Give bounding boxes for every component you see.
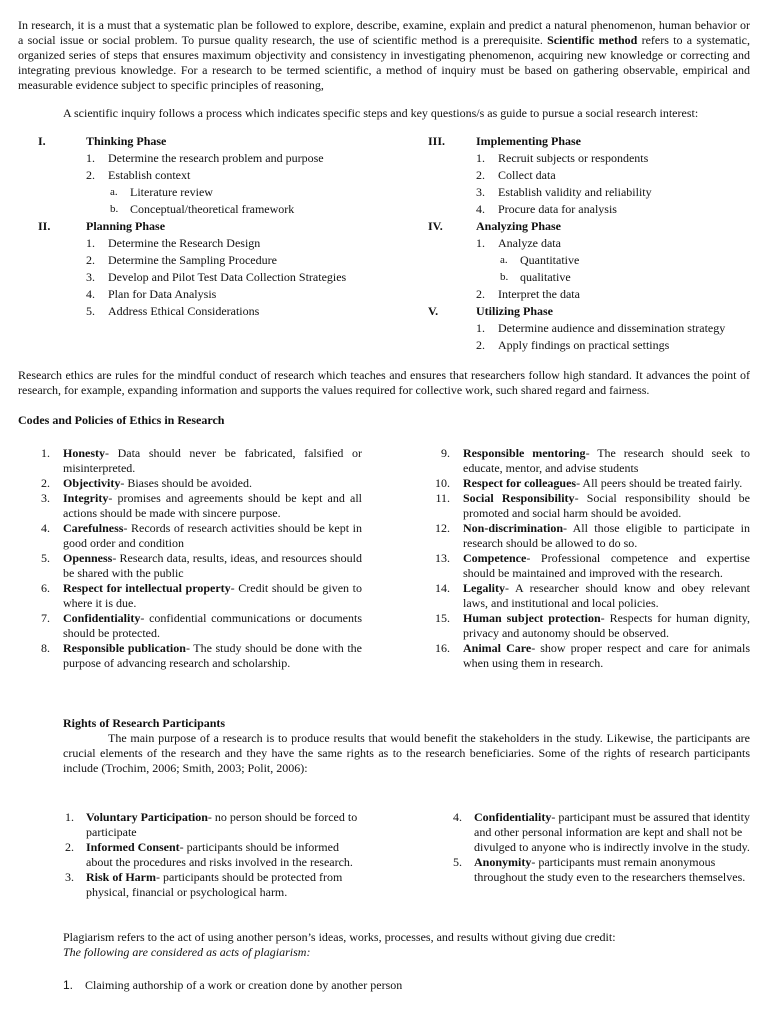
step-text: Collect data bbox=[498, 168, 556, 182]
code-item bbox=[418, 521, 750, 551]
rights-column-left bbox=[58, 810, 360, 900]
document-page bbox=[18, 18, 750, 993]
intro-text-continued: refers to a systematic, organized series of steps that ensures maximum objectivity and consistency in investigating phenomenon, acquiring new knowledge or correcting and integrating previous knowledge. For a research to be termed scientific, a method of inquiry must be based on gathering observable, empirical and measurable evidence subject to specific principles of reasoning, bbox=[18, 33, 751, 92]
step-number: 2. bbox=[86, 168, 95, 182]
step-text: Determine the Sampling Procedure bbox=[108, 253, 277, 267]
code-item bbox=[18, 491, 362, 521]
plagiarism-list bbox=[18, 978, 750, 993]
step-number: 2. bbox=[476, 287, 485, 301]
phase-step bbox=[86, 287, 418, 304]
rights-heading: Rights of Research Participants bbox=[63, 716, 226, 730]
right-number: 1. bbox=[65, 810, 74, 824]
code-item bbox=[18, 446, 362, 476]
code-item bbox=[18, 641, 362, 671]
rights-paragraph: The main purpose of a research is to produce results that would benefit the stakeholders in the study. Likewise, the participants are crucial elements of the research and they have the same rights as to the research beneficiaries. Some of the rights of research participants include (Trochim, 2006; Smith, 2003; Polit, 2006): bbox=[63, 731, 750, 775]
right-number: 4. bbox=[453, 810, 462, 824]
code-description: - A researcher should know and obey relevant laws, and institutional and local policies. bbox=[463, 581, 750, 610]
code-item bbox=[18, 581, 362, 611]
intro-paragraph bbox=[18, 18, 750, 93]
code-term: Respect for colleagues bbox=[463, 476, 577, 490]
code-number: 9. bbox=[441, 446, 450, 460]
plagiarism-number: 1. bbox=[63, 978, 74, 992]
code-item bbox=[418, 446, 750, 476]
plagiarism-text: Claiming authorship of a work or creation done by another person bbox=[85, 978, 403, 992]
right-number: 5. bbox=[453, 855, 462, 869]
code-term: Integrity bbox=[63, 491, 109, 505]
phase-numeral: I. bbox=[38, 134, 46, 148]
code-term: Non-discrimination bbox=[463, 521, 564, 535]
phase-numeral: V. bbox=[428, 304, 439, 318]
code-number: 3. bbox=[41, 491, 50, 505]
step-text: Plan for Data Analysis bbox=[108, 287, 217, 301]
code-description: - Biases should be avoided. bbox=[120, 476, 252, 490]
code-number: 5. bbox=[41, 551, 50, 565]
code-term: Confidentiality bbox=[63, 611, 141, 625]
code-term: Legality bbox=[463, 581, 505, 595]
code-term: Responsible publication bbox=[63, 641, 186, 655]
code-description: - show proper respect and care for animals when using them in research. bbox=[463, 641, 750, 670]
phase-step bbox=[476, 236, 748, 253]
code-description: - All those eligible to participate in research should be allowed to do so. bbox=[463, 521, 750, 550]
phase-step bbox=[476, 202, 748, 219]
phases-outline bbox=[18, 134, 750, 354]
right-description: - participants should be informed about the procedures and risks involved in the research. bbox=[86, 840, 353, 869]
code-item bbox=[18, 521, 362, 551]
step-number: 1. bbox=[476, 151, 485, 165]
phase-numeral: IV. bbox=[428, 219, 443, 233]
phase-title: Analyzing Phase bbox=[476, 219, 562, 233]
code-description: - Research data, results, ideas, and resources should be shared with the public bbox=[63, 551, 362, 580]
code-number: 6. bbox=[41, 581, 50, 595]
substep-letter: b. bbox=[110, 203, 119, 215]
step-text: Analyze data bbox=[498, 236, 561, 250]
phase-step bbox=[86, 236, 418, 253]
code-description: - Records of research activities should be kept in good order and condition bbox=[63, 521, 362, 550]
code-number: 4. bbox=[41, 521, 50, 535]
code-term: Animal Care bbox=[463, 641, 532, 655]
code-term: Openness bbox=[63, 551, 113, 565]
code-number: 2. bbox=[41, 476, 50, 490]
code-number: 15. bbox=[435, 611, 450, 625]
code-description: - Data should never be fabricated, falsified or misinterpreted. bbox=[63, 446, 362, 475]
step-text: Determine the Research Design bbox=[108, 236, 261, 250]
phase-step bbox=[476, 287, 748, 304]
right-item bbox=[446, 855, 750, 885]
code-item bbox=[418, 476, 750, 491]
codes-column-left bbox=[18, 446, 362, 671]
step-text: Interpret the data bbox=[498, 287, 580, 301]
step-number: 1. bbox=[476, 236, 485, 250]
phase-substep bbox=[476, 253, 748, 270]
code-term: Objectivity bbox=[63, 476, 121, 490]
phase-block bbox=[38, 134, 418, 219]
plagiarism-subheading: The following are considered as acts of plagiarism: bbox=[63, 945, 311, 959]
substep-text: Literature review bbox=[130, 185, 213, 199]
step-number: 4. bbox=[86, 287, 95, 301]
plagiarism-item bbox=[63, 978, 750, 993]
code-description: - Social responsibility should be promoted and social harm should be avoided. bbox=[463, 491, 751, 520]
right-description: - participants should be protected from physical, financial or psychological harm. bbox=[86, 870, 343, 899]
phase-block bbox=[428, 219, 748, 304]
code-item bbox=[418, 491, 750, 521]
code-term: Social Responsibility bbox=[463, 491, 575, 505]
code-number: 7. bbox=[41, 611, 50, 625]
right-term: Confidentiality bbox=[474, 810, 552, 824]
lead-paragraph: A scientific inquiry follows a process which indicates specific steps and key questions/s as guide to pursue a social research interest: bbox=[63, 106, 699, 120]
step-text: Address Ethical Considerations bbox=[108, 304, 260, 318]
rights-column-right bbox=[446, 810, 750, 885]
step-number: 5. bbox=[86, 304, 95, 318]
code-number: 11. bbox=[435, 491, 450, 505]
substep-letter: b. bbox=[500, 271, 509, 283]
step-number: 1. bbox=[86, 151, 95, 165]
right-term: Anonymity bbox=[474, 855, 532, 869]
step-text: Recruit subjects or respondents bbox=[498, 151, 649, 165]
phase-step bbox=[476, 338, 748, 355]
codes-column-right bbox=[418, 446, 750, 671]
code-description: - The study should be done with the purpose of advancing research and scholarship. bbox=[63, 641, 362, 670]
substep-letter: a. bbox=[500, 254, 508, 266]
phase-substep bbox=[86, 202, 418, 219]
phase-substep bbox=[476, 270, 748, 287]
phase-title: Implementing Phase bbox=[476, 134, 581, 148]
code-description: - promises and agreements should be kept and all actions should be made with sincere purpose. bbox=[63, 491, 362, 520]
code-description: - The research should seek to educate, mentor, and advise students bbox=[463, 446, 750, 475]
phase-title: Thinking Phase bbox=[86, 134, 167, 148]
right-description: - participants must remain anonymous throughout the study even to the researchers themselves. bbox=[474, 855, 746, 884]
step-text: Establish validity and reliability bbox=[498, 185, 652, 199]
right-description: - no person should be forced to participate bbox=[86, 810, 358, 839]
code-term: Responsible mentoring bbox=[463, 446, 586, 460]
codes-heading: Codes and Policies of Ethics in Research bbox=[18, 413, 225, 427]
code-description: - Credit should be given to where it is due. bbox=[63, 581, 362, 610]
code-term: Competence bbox=[463, 551, 527, 565]
phase-title: Utilizing Phase bbox=[476, 304, 553, 318]
code-number: 12. bbox=[435, 521, 450, 535]
code-number: 13. bbox=[435, 551, 450, 565]
right-description: - participant must be assured that identity and other personal information are kept and shall not be divulged to anyone who is indirectly involve in the study. bbox=[474, 810, 750, 854]
phase-step bbox=[86, 270, 418, 287]
code-term: Honesty bbox=[63, 446, 105, 460]
code-number: 1. bbox=[41, 446, 50, 460]
step-text: Procure data for analysis bbox=[498, 202, 617, 216]
phase-block bbox=[38, 219, 418, 321]
right-number: 2. bbox=[65, 840, 74, 854]
code-number: 10. bbox=[435, 476, 450, 490]
code-item bbox=[18, 611, 362, 641]
code-item bbox=[18, 551, 362, 581]
scientific-method-term: Scientific method bbox=[547, 33, 638, 47]
phase-numeral: III. bbox=[428, 134, 446, 148]
step-text: Apply findings on practical settings bbox=[498, 338, 670, 352]
step-text: Develop and Pilot Test Data Collection Strategies bbox=[108, 270, 347, 284]
right-item bbox=[58, 810, 360, 840]
code-term: Human subject protection bbox=[463, 611, 601, 625]
code-item bbox=[418, 551, 750, 581]
phase-step bbox=[476, 168, 748, 185]
step-text: Establish context bbox=[108, 168, 191, 182]
intro-text: In research, it is a must that a systematic plan be followed to explore, describe, examine, explain and predict a natural phenomenon, human behavior or a social issue or social problem. To pursue quality research, the use of scientific method is a prerequisite. bbox=[18, 18, 750, 47]
phase-step bbox=[476, 321, 748, 338]
phases-column-right bbox=[428, 134, 748, 355]
step-text: Determine the research problem and purpose bbox=[108, 151, 324, 165]
phase-step bbox=[86, 151, 418, 168]
phase-step bbox=[86, 304, 418, 321]
step-number: 2. bbox=[476, 168, 485, 182]
phase-step bbox=[476, 151, 748, 168]
code-number: 8. bbox=[41, 641, 50, 655]
code-number: 16. bbox=[435, 641, 450, 655]
phase-step bbox=[86, 168, 418, 185]
ethics-paragraph: Research ethics are rules for the mindful conduct of research which teaches and ensures that researchers follow high standard. It advances the point of research, for example, expanding information and supports the values required for collective work, such shared regard and fairness. bbox=[18, 368, 750, 397]
right-item bbox=[446, 810, 750, 855]
code-item bbox=[418, 641, 750, 671]
codes-list bbox=[18, 446, 750, 682]
substep-text: qualitative bbox=[520, 270, 571, 284]
right-term: Risk of Harm bbox=[86, 870, 156, 884]
code-description: - confidential communications or documents should be protected. bbox=[63, 611, 362, 640]
plagiarism-paragraph: Plagiarism refers to the act of using another person’s ideas, works, processes, and results without giving due credit: bbox=[63, 930, 616, 944]
phase-step bbox=[86, 253, 418, 270]
step-number: 4. bbox=[476, 202, 485, 216]
step-number: 3. bbox=[86, 270, 95, 284]
code-item bbox=[418, 611, 750, 641]
right-item bbox=[58, 840, 360, 870]
right-term: Informed Consent bbox=[86, 840, 180, 854]
phase-block bbox=[428, 304, 748, 355]
substep-text: Quantitative bbox=[520, 253, 580, 267]
code-description: - All peers should be treated fairly. bbox=[576, 476, 743, 490]
phase-title: Planning Phase bbox=[86, 219, 166, 233]
step-number: 1. bbox=[86, 236, 95, 250]
code-term: Carefulness bbox=[63, 521, 124, 535]
right-number: 3. bbox=[65, 870, 74, 884]
code-description: - Professional competence and expertise should be maintained and improved with the research. bbox=[463, 551, 750, 580]
step-text: Determine audience and dissemination strategy bbox=[498, 321, 726, 335]
code-item bbox=[418, 581, 750, 611]
phase-numeral: II. bbox=[38, 219, 51, 233]
code-term: Respect for intellectual property bbox=[63, 581, 231, 595]
right-item bbox=[58, 870, 360, 900]
right-term: Voluntary Participation bbox=[86, 810, 208, 824]
code-description: - Respects for human dignity, privacy and autonomy should be observed. bbox=[463, 611, 750, 640]
step-number: 1. bbox=[476, 321, 485, 335]
code-item bbox=[18, 476, 362, 491]
substep-text: Conceptual/theoretical framework bbox=[130, 202, 295, 216]
step-number: 2. bbox=[476, 338, 485, 352]
step-number: 2. bbox=[86, 253, 95, 267]
phase-block bbox=[428, 134, 748, 219]
phases-column-left bbox=[38, 134, 418, 321]
substep-letter: a. bbox=[110, 186, 118, 198]
code-number: 14. bbox=[435, 581, 450, 595]
step-number: 3. bbox=[476, 185, 485, 199]
rights-list bbox=[18, 810, 750, 918]
phase-step bbox=[476, 185, 748, 202]
phase-substep bbox=[86, 185, 418, 202]
